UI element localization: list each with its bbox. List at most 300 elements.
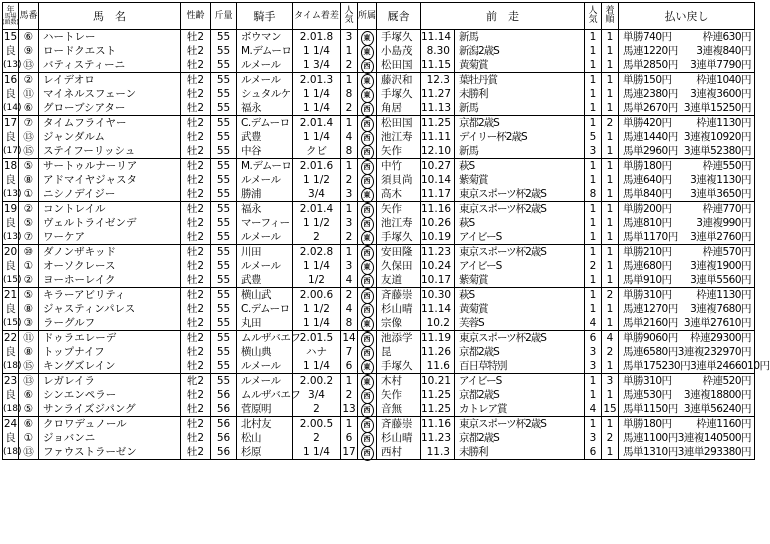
race-track: 良 (5, 388, 16, 401)
prev-date: 11.6 (426, 359, 450, 372)
prev-race: 萩S (459, 216, 475, 229)
stable-badge (358, 102, 376, 115)
stable-badge (358, 88, 376, 101)
payout-primary: 単勝150円 (623, 73, 672, 86)
year-cell (3, 417, 22, 460)
prev-date: 11.14 (421, 30, 452, 43)
header-trainer: 厩舎 (377, 3, 421, 30)
popularity: 17 (342, 445, 356, 458)
horse-no-cell (19, 245, 39, 288)
trainer: 安田隆 (381, 245, 413, 258)
prev-pop-cell (585, 331, 602, 374)
horse-no: ⑬ (23, 58, 34, 71)
year-cell (3, 202, 22, 245)
year-cell (3, 331, 22, 374)
prev-date: 11.26 (421, 345, 452, 358)
header-horse-name: 馬 名 (39, 3, 181, 30)
payout-line (623, 131, 754, 144)
payout-cell (619, 159, 755, 202)
horse-name: レガレイラ (43, 374, 95, 387)
horse-no: ⑪ (23, 331, 34, 344)
horse-name: マイネルスフェーン (43, 87, 137, 100)
race-year: 19 (3, 202, 18, 215)
header-venue-label: 馬場 (4, 13, 17, 20)
jockey: ムルザバエフ (241, 388, 301, 401)
prev-date: 10.2 (426, 316, 450, 329)
header-sex-age: 性齢 (181, 3, 211, 30)
prev-pop: 4 (589, 402, 597, 415)
header-prev-rank: 着順 (602, 3, 619, 30)
prev-rank: 1 (606, 101, 614, 114)
prev-rank: 1 (606, 417, 614, 430)
time-cell (293, 73, 341, 116)
prev-pop-cell (585, 245, 602, 288)
prev-date: 11.11 (421, 130, 452, 143)
popularity: 3 (345, 259, 353, 272)
sex-age: 牡2 (186, 216, 205, 229)
payout-secondary: 3連複18800円 (683, 388, 751, 401)
prev-race: 京都2歳S (459, 431, 499, 444)
weight: 55 (216, 44, 231, 57)
jockey-cell (237, 116, 293, 159)
jockey-cell (237, 202, 293, 245)
payout-primary: 馬単2960円 (623, 144, 678, 157)
prev-pop-cell (585, 73, 602, 116)
weight-cell (211, 73, 237, 116)
trainer: 音無 (381, 402, 402, 415)
prev-date: 10.21 (421, 374, 452, 387)
popularity-cell (341, 116, 358, 159)
header-prev-pop: 人気 (585, 3, 602, 30)
popularity: 3 (345, 30, 353, 43)
trainer-cell (377, 374, 421, 417)
prev-rank: 15 (603, 402, 617, 415)
horse-no: ⑩ (23, 245, 34, 258)
popularity: 2 (345, 388, 353, 401)
jockey-cell (237, 245, 293, 288)
payout-line (623, 432, 754, 445)
prev-race-cell (455, 245, 585, 288)
payout-secondary: 3連複990円 (696, 216, 751, 229)
popularity: 2 (345, 288, 353, 301)
payout-cell (619, 73, 755, 116)
sex-age: 牡2 (186, 345, 205, 358)
horse-no: ⑤ (23, 216, 34, 229)
stable-mark: 西 (361, 389, 374, 404)
prev-rank: 1 (606, 445, 614, 458)
weight: 55 (216, 30, 231, 43)
horse-name: オーソクレース (43, 259, 116, 272)
sex-age: 牡2 (186, 58, 205, 71)
race-track: 良 (5, 431, 16, 444)
time-cell (293, 374, 341, 417)
race-row (3, 374, 755, 417)
race-field: (18) (3, 403, 22, 414)
race-track: 良 (5, 87, 16, 100)
prev-rank: 1 (606, 130, 614, 143)
horse-no: ① (23, 431, 34, 444)
prev-rank-cell (602, 30, 619, 73)
race-field: (13) (3, 231, 22, 242)
prev-rank-cell (602, 417, 619, 460)
prev-rank: 1 (606, 302, 614, 315)
prev-pop-cell (585, 202, 602, 245)
payout-line (623, 188, 754, 201)
stable-mark: 西 (361, 131, 374, 146)
prev-rank: 1 (606, 87, 614, 100)
race-year: 16 (3, 73, 18, 86)
stable-badge (358, 346, 376, 359)
prev-race: 新馬 (459, 101, 478, 114)
sex-age: 牡2 (186, 245, 205, 258)
prev-pop: 1 (589, 73, 597, 86)
race-year: 22 (3, 331, 18, 344)
weight: 55 (216, 288, 231, 301)
payout-line (623, 332, 754, 345)
payout-line (623, 246, 754, 259)
stable-badge (358, 160, 376, 173)
sex-age: 牡2 (186, 316, 205, 329)
prev-pop: 1 (589, 417, 597, 430)
weight: 55 (216, 144, 231, 157)
payout-primary: 単勝310円 (623, 374, 672, 387)
payout-secondary: 枠連1040円 (696, 73, 751, 86)
race-field: (13) (3, 59, 22, 70)
horse-no: ⑬ (23, 130, 34, 143)
horse-no: ② (23, 202, 34, 215)
time: 1 1/4 (303, 130, 330, 143)
jockey: ルメール (241, 230, 281, 243)
payout-secondary: 枠連770円 (702, 202, 751, 215)
jockey-cell (237, 30, 293, 73)
horse-name-cell (39, 417, 181, 460)
stable-badge (358, 289, 376, 302)
race-track: 良 (5, 173, 16, 186)
prev-date: 11.17 (421, 187, 452, 200)
prev-pop: 1 (589, 202, 597, 215)
time-cell (293, 30, 341, 73)
trainer: 松田国 (381, 116, 413, 129)
trainer-cell (377, 245, 421, 288)
race-field: (15) (3, 317, 22, 328)
prev-pop-cell (585, 374, 602, 417)
prev-rank: 1 (606, 187, 614, 200)
stable-mark: 西 (361, 346, 374, 361)
payout-line (623, 145, 754, 158)
time: 1 1/4 (303, 44, 330, 57)
year-cell (3, 30, 22, 73)
stable-badge (358, 432, 376, 445)
stable-cell (358, 374, 377, 417)
sex-age: 牡2 (186, 30, 205, 43)
prev-pop: 1 (589, 30, 597, 43)
stable-badge (358, 317, 376, 330)
trainer: 小島茂 (381, 44, 413, 57)
weight: 55 (216, 316, 231, 329)
payout-primary: 馬連810円 (623, 216, 672, 229)
prev-race: 芙蓉S (459, 316, 484, 329)
prev-date: 11.16 (421, 202, 452, 215)
time-cell (293, 331, 341, 374)
sex-age-cell (181, 288, 211, 331)
jockey: 横山武 (241, 288, 271, 301)
jockey: ボウマン (241, 30, 281, 43)
trainer: 昆 (381, 345, 392, 358)
weight: 55 (216, 216, 231, 229)
prev-date-cell (421, 374, 455, 417)
prev-date: 11.27 (421, 87, 452, 100)
prev-date: 10.14 (421, 173, 452, 186)
stable-mark: 西 (361, 217, 374, 232)
jockey: 福永 (241, 202, 261, 215)
trainer: 池江寿 (381, 216, 413, 229)
payout-primary: 単勝310円 (623, 288, 672, 301)
trainer: 藤沢和 (381, 73, 413, 86)
time-cell (293, 116, 341, 159)
time: 1 1/4 (303, 101, 330, 114)
prev-date: 11.14 (421, 302, 452, 315)
popularity: 7 (345, 345, 353, 358)
prev-date: 11.23 (421, 245, 452, 258)
horse-name: アドマイヤジャスタ (43, 173, 137, 186)
stable-badge (358, 446, 376, 459)
sex-age-cell (181, 374, 211, 417)
prev-race: 葉牡丹賞 (459, 73, 497, 86)
prev-rank-cell (602, 159, 619, 202)
jockey: 川田 (241, 245, 261, 258)
time-cell (293, 245, 341, 288)
horse-no: ⑮ (23, 144, 34, 157)
prev-rank-cell (602, 331, 619, 374)
time: 2 (313, 431, 320, 444)
popularity: 8 (345, 87, 353, 100)
payout-primary: 単勝180円 (623, 417, 672, 430)
horse-name: シンエンペラー (43, 388, 117, 401)
popularity-cell (341, 374, 358, 417)
prev-date: 11.16 (421, 417, 452, 430)
prev-rank-cell (602, 116, 619, 159)
payout-line (623, 403, 754, 416)
jockey: C.デムーロ (241, 116, 290, 129)
popularity: 6 (345, 431, 353, 444)
stable-mark: 東 (361, 375, 374, 390)
race-year: 23 (3, 374, 18, 387)
payout-secondary: 3連複840円 (696, 44, 751, 57)
race-year: 15 (3, 30, 18, 43)
time: 2.01.3 (299, 73, 334, 86)
time: 2.02.8 (299, 245, 334, 258)
popularity: 4 (345, 273, 353, 286)
payout-secondary: 3連単27610円 (683, 316, 751, 329)
horse-no: ⑦ (23, 116, 34, 129)
sex-age: 牡2 (186, 44, 205, 57)
time: 2.00.6 (299, 288, 334, 301)
prev-date-cell (421, 202, 455, 245)
popularity: 3 (345, 187, 353, 200)
race-year: 21 (3, 288, 18, 301)
prev-race: 紫菊賞 (459, 273, 488, 286)
stable-mark: 西 (361, 203, 374, 218)
prev-date: 12.3 (426, 73, 450, 86)
weight: 55 (216, 302, 231, 315)
horse-name: キングズレイン (43, 359, 116, 372)
stable-mark: 東 (361, 231, 374, 246)
stable-mark: 西 (361, 432, 374, 447)
sex-age-cell (181, 159, 211, 202)
sex-age: 牡2 (186, 388, 205, 401)
stable-mark: 西 (361, 246, 374, 261)
payout-primary: 馬単2670円 (623, 101, 678, 114)
horse-no: ① (23, 187, 34, 200)
payout-primary: 馬単2850円 (623, 58, 678, 71)
prev-rank: 1 (606, 273, 614, 286)
horse-no: ⑬ (23, 445, 34, 458)
payout-secondary: 枠連1160円 (696, 417, 751, 430)
prev-date: 11.25 (421, 116, 452, 129)
year-cell (3, 73, 22, 116)
payout-secondary: 3連複10920円 (683, 130, 751, 143)
prev-pop: 3 (589, 431, 597, 444)
prev-race-cell (455, 374, 585, 417)
payout-secondary: 枠連520円 (702, 374, 751, 387)
time: 2 (313, 230, 320, 243)
trainer-cell (377, 73, 421, 116)
jockey-cell (237, 417, 293, 460)
time: 1/2 (308, 273, 325, 286)
prev-date-cell (421, 159, 455, 202)
payout-line (623, 45, 754, 58)
payout-primary: 単勝200円 (623, 202, 672, 215)
prev-pop: 1 (589, 273, 597, 286)
weight: 55 (216, 101, 231, 114)
popularity: 1 (345, 374, 353, 387)
prev-rank: 1 (606, 173, 614, 186)
prev-date: 11.25 (421, 402, 452, 415)
race-row (3, 245, 755, 288)
stable-badge (358, 45, 376, 58)
weight: 55 (216, 259, 231, 272)
prev-rank-cell (602, 374, 619, 417)
horse-name: サートゥルナーリア (43, 159, 138, 172)
weight-cell (211, 374, 237, 417)
weight: 55 (216, 202, 231, 215)
stable-mark: 西 (361, 418, 374, 433)
trainer: 矢作 (381, 388, 402, 401)
payout-primary: 単勝740円 (623, 30, 672, 43)
prev-pop: 5 (589, 130, 597, 143)
trainer: 矢作 (381, 144, 402, 157)
popularity: 8 (345, 316, 353, 329)
popularity-cell (341, 417, 358, 460)
jockey: 勝浦 (241, 187, 261, 200)
stable-mark: 東 (361, 31, 374, 46)
sex-age-cell (181, 30, 211, 73)
horse-name-cell (39, 73, 181, 116)
weight-cell (211, 30, 237, 73)
horse-name: ヨーホーレイク (43, 273, 116, 286)
stable-mark: 東 (361, 45, 374, 60)
prev-race: 新潟2歳S (459, 44, 499, 57)
prev-race: 京都2歳S (459, 388, 499, 401)
header-payout: 払い戻し (619, 3, 755, 30)
prev-race: デイリー杯2歳S (459, 130, 527, 143)
prev-race: 東京スポーツ杯2歳S (459, 245, 546, 258)
jockey: 丸田 (241, 316, 261, 329)
trainer: 手塚久 (381, 230, 413, 243)
jockey: ルメール (241, 58, 281, 71)
prev-race-cell (455, 73, 585, 116)
payout-cell (619, 374, 755, 417)
stable-cell (358, 417, 377, 460)
payout-primary: 馬単840円 (623, 187, 672, 200)
stable-badge (358, 131, 376, 144)
prev-race: 新馬 (459, 30, 478, 43)
weight: 55 (216, 359, 231, 372)
stable-badge (358, 418, 376, 431)
horse-no: ② (23, 273, 34, 286)
prev-rank: 1 (606, 159, 614, 172)
stable-mark: 西 (361, 303, 374, 318)
prev-pop: 1 (589, 288, 597, 301)
prev-rank: 1 (606, 44, 614, 57)
payout-line (623, 260, 754, 273)
prev-race: 黄菊賞 (459, 58, 488, 71)
sex-age: 牡2 (186, 302, 205, 315)
time: ハナ (306, 345, 327, 358)
jockey: ルメール (241, 374, 281, 387)
jockey: 横山典 (241, 345, 271, 358)
sex-age-cell (181, 116, 211, 159)
stable-badge (358, 217, 376, 230)
payout-secondary: 3連複7680円 (690, 302, 751, 315)
payout-secondary: 3連複3600円 (690, 87, 751, 100)
header-jockey: 騎手 (237, 3, 293, 30)
horse-name-cell (39, 116, 181, 159)
prev-pop-cell (585, 30, 602, 73)
payout-secondary: 3連単293380円 (677, 445, 751, 458)
time: クビ (306, 144, 327, 157)
popularity: 6 (345, 359, 353, 372)
prev-rank: 3 (606, 374, 614, 387)
horse-name-cell (39, 202, 181, 245)
prev-rank: 2 (606, 116, 614, 129)
horse-name: ジョバンニ (43, 431, 96, 444)
weight: 55 (216, 58, 231, 71)
horse-name: ダノンザキッド (43, 245, 116, 258)
payout-secondary: 枠連570円 (702, 245, 751, 258)
prev-date: 11.23 (421, 431, 452, 444)
header-weight: 斤量 (211, 3, 237, 30)
header-stable: 所属 (358, 3, 377, 30)
prev-pop: 6 (589, 445, 597, 458)
payout-line (623, 102, 754, 115)
stable-mark: 西 (361, 59, 374, 74)
stable-badge (358, 117, 376, 130)
horse-name-cell (39, 374, 181, 417)
payout-primary: 馬連1100円 (623, 431, 678, 444)
trainer: 松田国 (381, 58, 413, 71)
header-year (3, 3, 19, 30)
trainer: 矢作 (381, 202, 402, 215)
weight: 56 (216, 388, 231, 401)
payout-primary: 馬単1310円 (623, 445, 678, 458)
prev-race: 百日草特別 (459, 359, 507, 372)
race-field: (17) (3, 145, 22, 156)
horse-name: サンライズジパング (43, 402, 136, 415)
payout-secondary: 3連単15250円 (683, 101, 751, 114)
payout-secondary: 枠連1130円 (696, 288, 751, 301)
payout-cell (619, 116, 755, 159)
